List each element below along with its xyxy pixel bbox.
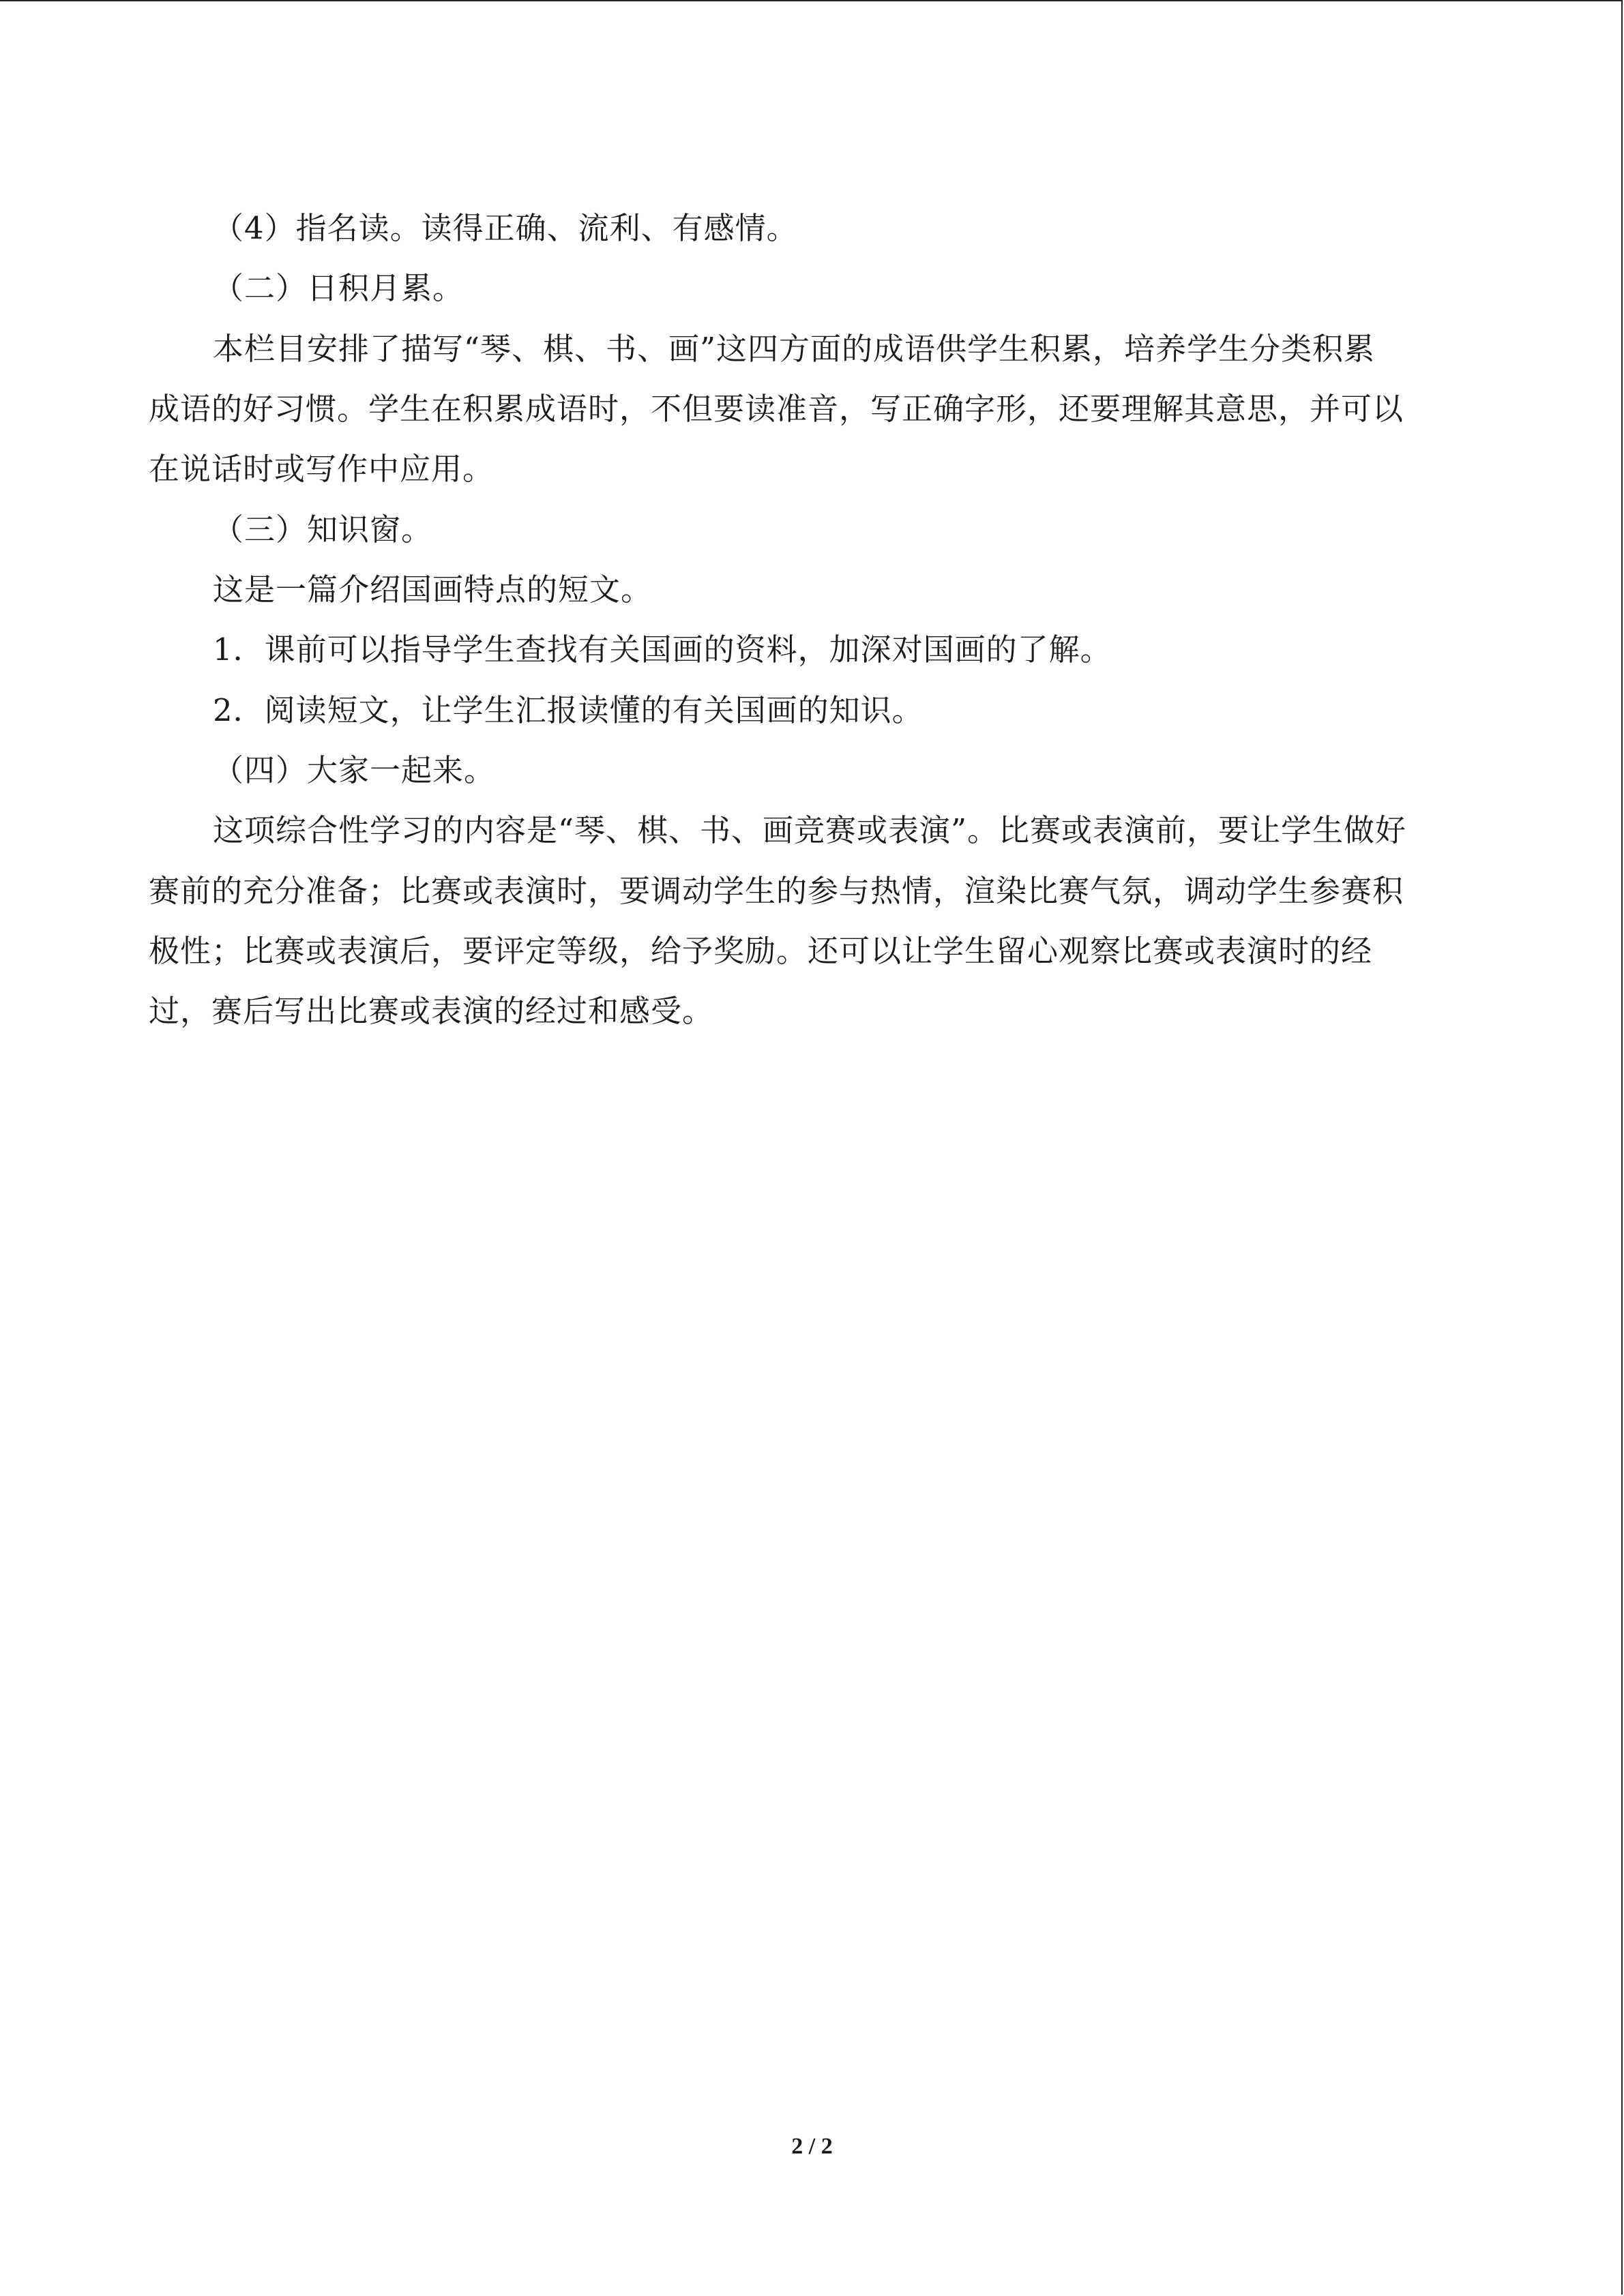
paragraph-together-line-3: 极性；比赛或表演后，要评定等级，给予奖励。还可以让学生留心观察比赛或表演时的经	[149, 933, 1373, 969]
section-heading-knowledge-window: （三）知识窗。	[213, 511, 433, 548]
page-number: 2 / 2	[791, 2134, 833, 2159]
section-heading-together: （四）大家一起来。	[213, 752, 496, 788]
section-heading-accumulation: （二）日积月累。	[213, 270, 464, 306]
paragraph-together-line-2: 赛前的充分准备；比赛或表演时，要调动学生的参与热情，渲染比赛气氛，调动学生参赛积	[149, 873, 1404, 909]
list-item-1: 1．课前可以指导学生查找有关国画的资料，加深对国画的了解。	[213, 631, 1112, 668]
paragraph-accumulation-line-3: 在说话时或写作中应用。	[149, 451, 494, 487]
paragraph-together-line-1: 这项综合性学习的内容是“琴、棋、书、画竞赛或表演”。比赛或表演前，要让学生做好	[213, 812, 1407, 848]
paragraph-reading-step: （4）指名读。读得正确、流利、有感情。	[213, 210, 798, 246]
paragraph-accumulation-line-1: 本栏目安排了描写“琴、棋、书、画”这四方面的成语供学生积累，培养学生分类积累	[213, 331, 1376, 367]
paragraph-accumulation-line-2: 成语的好习惯。学生在积累成语时，不但要读准音，写正确字形，还要理解其意思，并可以	[149, 391, 1404, 427]
paragraph-knowledge-intro: 这是一篇介绍国画特点的短文。	[213, 571, 653, 608]
list-item-2: 2．阅读短文，让学生汇报读懂的有关国画的知识。	[213, 692, 924, 728]
paragraph-together-line-4: 过，赛后写出比赛或表演的经过和感受。	[149, 993, 714, 1029]
